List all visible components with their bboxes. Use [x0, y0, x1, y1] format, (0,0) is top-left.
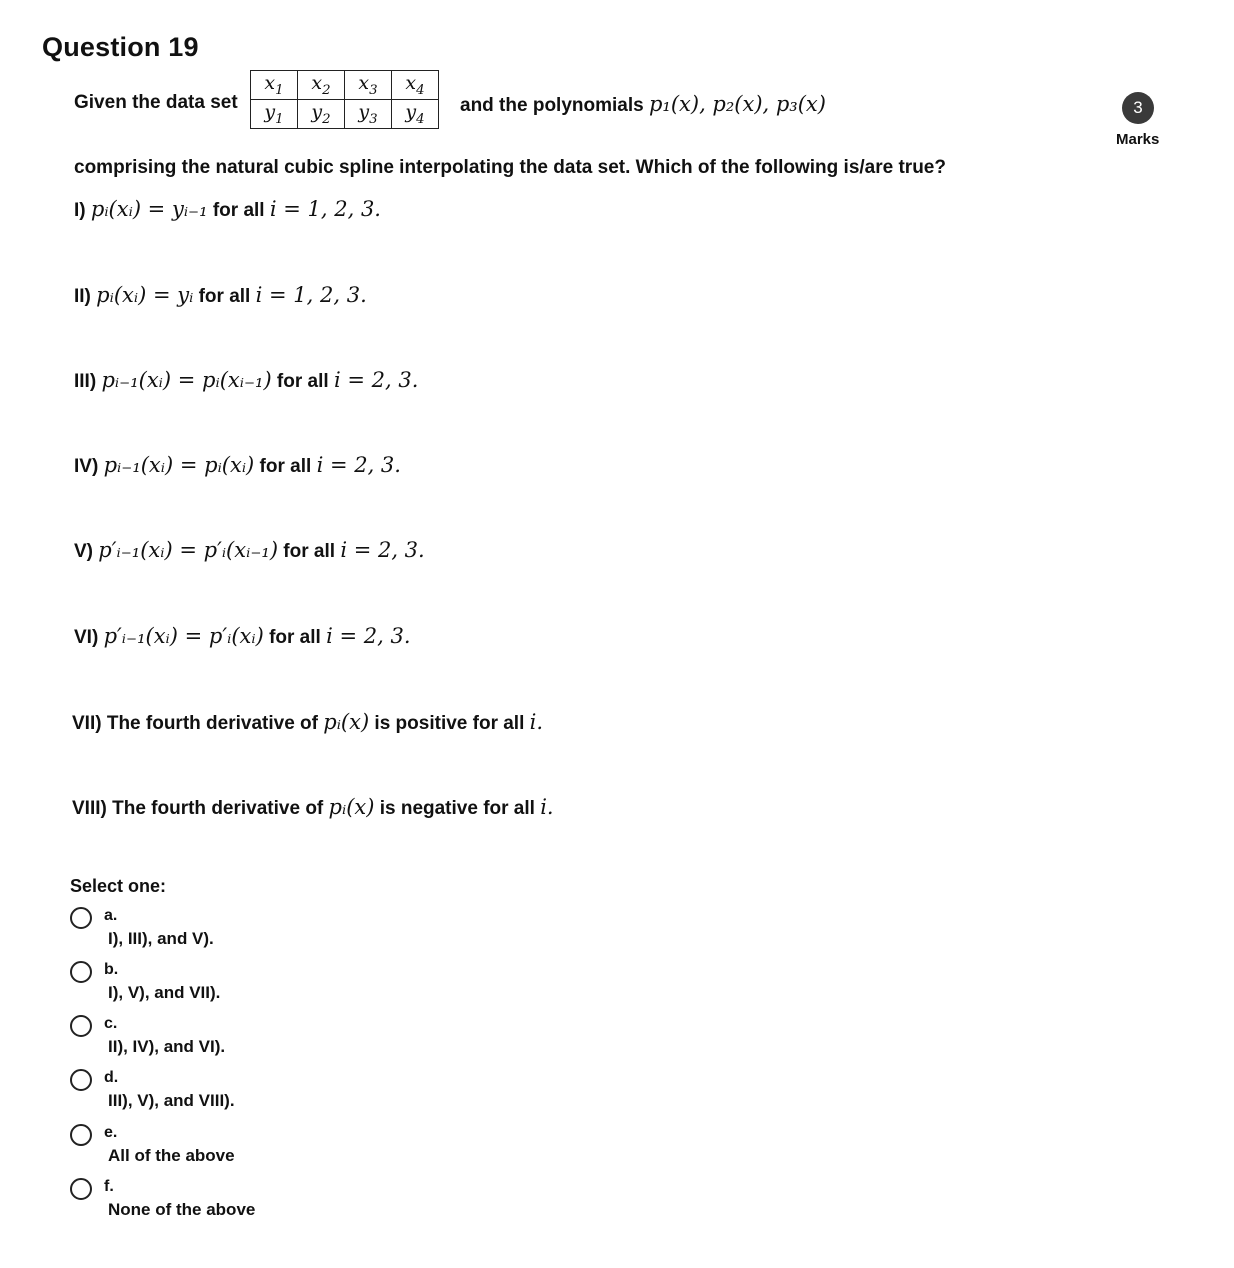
statement-mid: for all: [271, 371, 334, 392]
option-letter: d.: [104, 1069, 119, 1086]
statement-expr: pᵢ(x): [328, 795, 375, 819]
statement-8: [72, 795, 554, 820]
option-letter: a.: [104, 907, 118, 924]
radio-button[interactable]: [70, 1069, 92, 1091]
option-text: All of the above: [108, 1146, 235, 1165]
option-letter: b.: [104, 961, 119, 978]
marks-label: Marks: [1116, 131, 1160, 148]
statement-expr: pᵢ(x): [323, 710, 370, 734]
option-text: III), V), and VIII).: [108, 1091, 235, 1110]
statement-3: [74, 368, 418, 393]
statement-var: i.: [529, 710, 544, 734]
statement-label: IV): [74, 456, 104, 477]
statement-lhs: p′ᵢ₋₁(xᵢ) = p′ᵢ(xᵢ): [103, 624, 264, 648]
statement-mid: for all: [207, 200, 270, 221]
polynomial-list: p₁(x), p₂(x), p₃(x): [648, 92, 826, 116]
statement-label: V): [74, 541, 99, 562]
radio-button[interactable]: [70, 961, 92, 983]
statement-label: I): [74, 200, 91, 221]
intro-and-polys: and the polynomials: [460, 95, 644, 116]
statement-6: [74, 624, 411, 649]
table-cell: $x_4$: [392, 71, 439, 100]
statement-text: VII) The fourth derivative of: [72, 713, 324, 734]
table-cell: $y_4$: [392, 100, 439, 129]
statement-label: VI): [74, 627, 104, 648]
table-cell: $x_3$: [345, 71, 392, 100]
option-text: I), III), and V).: [108, 929, 214, 948]
statement-label: II): [74, 286, 97, 307]
select-one-label: Select one:: [70, 876, 167, 896]
statement-4: [74, 453, 401, 478]
statement-tail: is negative for all: [374, 798, 541, 819]
statement-lhs: pᵢ₋₁(xᵢ) = pᵢ(xᵢ₋₁): [101, 368, 272, 392]
statement-mid: for all: [193, 286, 256, 307]
statement-7: [72, 710, 543, 735]
data-set-table: [250, 70, 439, 129]
radio-button[interactable]: [70, 1124, 92, 1146]
table-cell: $x_1$: [251, 71, 298, 100]
option-text: I), V), and VII).: [108, 983, 221, 1002]
statement-rhs: i = 1, 2, 3.: [269, 197, 381, 221]
table-cell: $y_1$: [251, 100, 298, 129]
intro-given: Given the data set: [74, 92, 238, 113]
statement-rhs: i = 2, 3.: [316, 453, 401, 477]
statement-text: VIII) The fourth derivative of: [72, 798, 329, 819]
radio-button[interactable]: [70, 1178, 92, 1200]
statement-rhs: i = 2, 3.: [340, 538, 425, 562]
question-title: Question 19: [42, 32, 199, 62]
statement-var: i.: [540, 795, 554, 819]
table-cell: $y_2$: [298, 100, 345, 129]
statement-lhs: pᵢ(xᵢ) = yᵢ₋₁: [90, 197, 208, 221]
statement-2: [74, 283, 367, 308]
statement-rhs: i = 2, 3.: [326, 624, 411, 648]
radio-button[interactable]: [70, 1015, 92, 1037]
option-letter: c.: [104, 1015, 118, 1032]
marks-badge: 3: [1122, 92, 1154, 124]
statement-rhs: i = 2, 3.: [333, 368, 419, 392]
table-cell: $x_2$: [298, 71, 345, 100]
statement-label: III): [74, 371, 102, 392]
statement-5: [74, 538, 425, 563]
statement-lhs: pᵢ(xᵢ) = yᵢ: [96, 283, 194, 307]
statement-mid: for all: [254, 456, 317, 477]
option-text: II), IV), and VI).: [108, 1037, 226, 1056]
table-cell: $y_3$: [345, 100, 392, 129]
statement-tail: is positive for all: [369, 713, 530, 734]
intro-comprising: comprising the natural cubic spline interpolating the data set. Which of the following is/are true?: [74, 157, 946, 178]
option-letter: f.: [104, 1178, 114, 1195]
statement-lhs: pᵢ₋₁(xᵢ) = pᵢ(xᵢ): [103, 453, 255, 477]
statement-mid: for all: [278, 541, 341, 562]
statement-lhs: p′ᵢ₋₁(xᵢ) = p′ᵢ(xᵢ₋₁): [98, 538, 279, 562]
statement-rhs: i = 1, 2, 3.: [255, 283, 367, 307]
statement-1: [74, 197, 381, 222]
intro-polynomials: [460, 92, 826, 117]
statement-mid: for all: [263, 627, 327, 648]
radio-button[interactable]: [70, 907, 92, 929]
option-text: None of the above: [108, 1200, 256, 1219]
option-letter: e.: [104, 1124, 118, 1141]
